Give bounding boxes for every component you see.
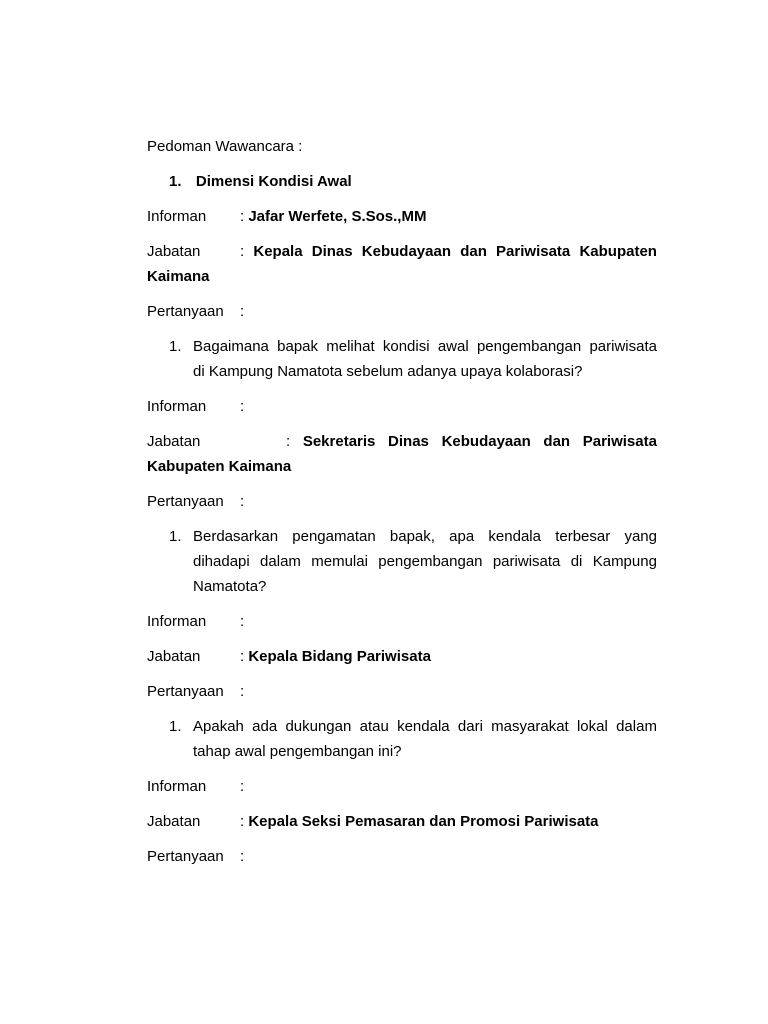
- colon: :: [240, 848, 245, 865]
- question-line: [193, 552, 657, 577]
- jabatan-label: Jabatan: [147, 648, 201, 665]
- pertanyaan-label: Pertanyaan: [147, 303, 224, 320]
- question-text: [193, 527, 657, 602]
- question-word: dalam: [260, 553, 301, 570]
- pertanyaan-row-4: [147, 847, 244, 867]
- colon: :: [240, 683, 245, 700]
- informan-row-1: [147, 207, 426, 227]
- informan-label: Informan: [147, 778, 207, 795]
- colon: :: [240, 208, 245, 225]
- jabatan-label-group: [147, 242, 244, 262]
- question-word: Berdasarkan: [193, 528, 279, 545]
- question-word: melihat: [326, 338, 375, 355]
- jabatan-word: Kebudayaan: [361, 243, 451, 260]
- jabatan-label-group: [147, 432, 290, 452]
- question-word: Bagaimana: [193, 338, 269, 355]
- question-word: pariwisata: [589, 338, 657, 355]
- section-title: Dimensi Kondisi Awal: [195, 173, 352, 190]
- colon: :: [240, 243, 245, 260]
- colon: :: [240, 778, 245, 795]
- question-word: pariwisata: [492, 553, 561, 570]
- jabatan-continuation: Kabupaten Kaimana: [147, 458, 292, 475]
- question-text: [193, 717, 657, 767]
- jabatan-word: Sekretaris: [302, 433, 376, 450]
- section-number: 1.: [169, 173, 182, 190]
- pertanyaan-label: Pertanyaan: [147, 848, 224, 865]
- colon: :: [240, 493, 245, 510]
- colon: :: [286, 433, 291, 450]
- question-word: terbesar: [555, 528, 611, 545]
- question-number: 1.: [169, 338, 182, 355]
- question-text: [193, 337, 657, 387]
- informan-value: Jafar Werfete, S.Sos.,MM: [248, 208, 427, 225]
- question-word: Kampung: [592, 553, 657, 570]
- question-line: [193, 527, 657, 552]
- question-line: di Kampung Namatota sebelum adanya upaya kolaborasi?: [193, 363, 583, 380]
- pertanyaan-row-3: [147, 682, 244, 702]
- document-heading: Pedoman Wawancara :: [147, 138, 303, 155]
- question-word: lokal: [576, 718, 608, 735]
- question-word: kendala: [488, 528, 541, 545]
- section-heading: [169, 172, 352, 192]
- jabatan-label: Jabatan: [147, 433, 201, 450]
- question-word: ada: [252, 718, 278, 735]
- jabatan-value: Kepala Seksi Pemasaran dan Promosi Pariwisata: [248, 813, 599, 830]
- question-word: memulai: [311, 553, 368, 570]
- question-line: tahap awal pengembangan ini?: [193, 743, 402, 760]
- question-word: pengamatan: [292, 528, 376, 545]
- question-word: Apakah: [193, 718, 244, 735]
- colon: :: [240, 813, 245, 830]
- jabatan-word: Pariwisata: [582, 433, 657, 450]
- pertanyaan-row-1: [147, 302, 244, 322]
- informan-row-4: [147, 777, 244, 797]
- colon: :: [240, 648, 245, 665]
- jabatan-continuation: Kaimana: [147, 268, 210, 285]
- question-word: di: [570, 553, 583, 570]
- question-word: apa: [449, 528, 475, 545]
- pertanyaan-label: Pertanyaan: [147, 493, 224, 510]
- jabatan-word: Pariwisata: [496, 243, 571, 260]
- informan-row-3: [147, 612, 244, 632]
- question-word: pengembangan: [378, 553, 483, 570]
- colon: :: [240, 303, 245, 320]
- informan-label: Informan: [147, 613, 207, 630]
- question-word: kendala: [397, 718, 450, 735]
- question-line: [193, 717, 657, 742]
- question-word: dukungan: [285, 718, 352, 735]
- jabatan-word: Kepala: [253, 243, 303, 260]
- question-word: yang: [624, 528, 657, 545]
- question-word: masyarakat: [491, 718, 569, 735]
- question-number: 1.: [169, 528, 182, 545]
- question-word: awal: [437, 338, 469, 355]
- colon: :: [240, 613, 245, 630]
- question-word: dihadapi: [193, 553, 250, 570]
- jabatan-word: dan: [543, 433, 571, 450]
- jabatan-row-1: [147, 242, 657, 262]
- jabatan-row-4: [147, 812, 599, 832]
- jabatan-word: Dinas: [388, 433, 429, 450]
- jabatan-value: Kepala Bidang Pariwisata: [248, 648, 431, 665]
- question-line: [193, 337, 657, 362]
- question-word: bapak,: [389, 528, 435, 545]
- pertanyaan-label: Pertanyaan: [147, 683, 224, 700]
- colon: :: [240, 398, 245, 415]
- jabatan-word: Kabupaten: [579, 243, 657, 260]
- jabatan-word: Kebudayaan: [441, 433, 531, 450]
- pertanyaan-row-2: [147, 492, 244, 512]
- jabatan-label: Jabatan: [147, 243, 201, 260]
- jabatan-word: dan: [460, 243, 487, 260]
- jabatan-row-2: [147, 432, 657, 452]
- question-word: kondisi: [382, 338, 430, 355]
- question-line: Namatota?: [193, 578, 267, 595]
- question-word: atau: [359, 718, 389, 735]
- question-word: dari: [457, 718, 483, 735]
- question-word: pengembangan: [476, 338, 582, 355]
- jabatan-row-3: [147, 647, 431, 667]
- informan-row-2: [147, 397, 244, 417]
- informan-label: Informan: [147, 208, 207, 225]
- question-number: 1.: [169, 718, 182, 735]
- question-word: dalam: [616, 718, 657, 735]
- jabatan-label: Jabatan: [147, 813, 201, 830]
- informan-label: Informan: [147, 398, 207, 415]
- question-word: bapak: [277, 338, 319, 355]
- jabatan-word: Dinas: [311, 243, 353, 260]
